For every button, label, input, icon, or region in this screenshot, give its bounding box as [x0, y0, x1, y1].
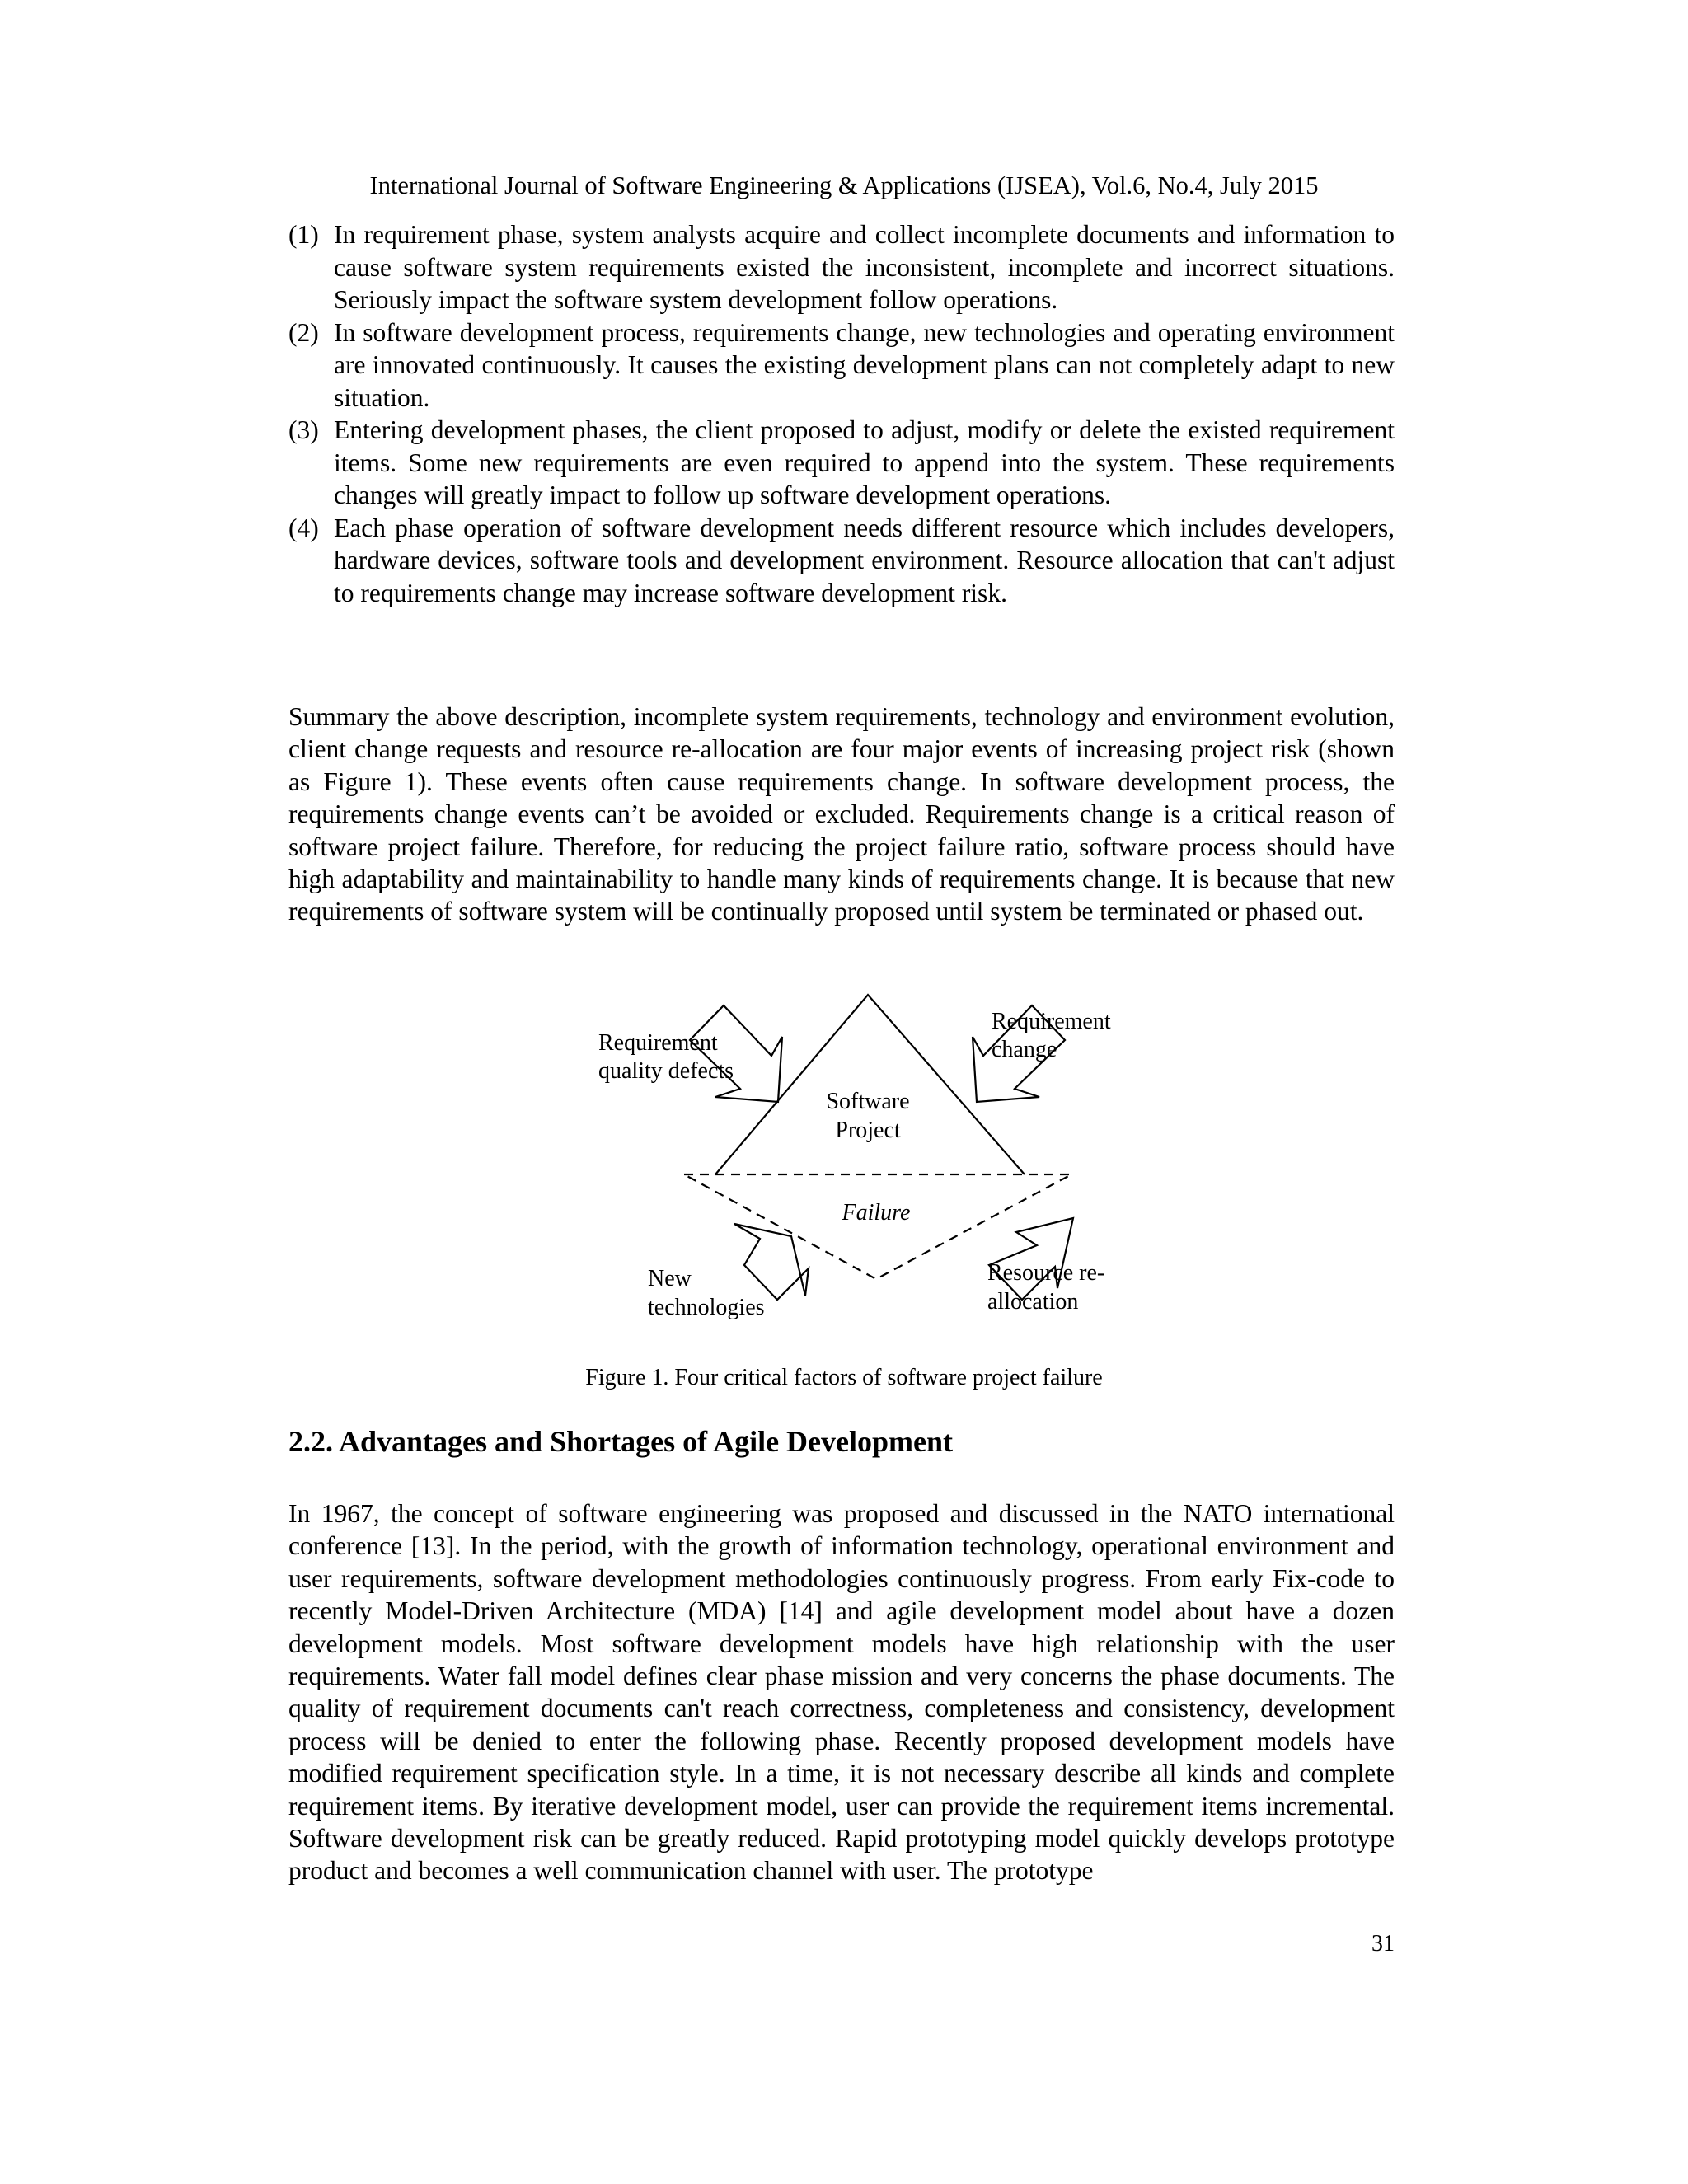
- label-project-line1: Software: [826, 1089, 910, 1114]
- list-item-number: (4): [288, 513, 319, 542]
- list-item-text: In software development process, requirements change, new technologies and operating environment are innovated continuously. It causes the existing development plans can not completely adapt to new situation.: [334, 317, 1395, 412]
- label-resource-line2: allocation: [987, 1289, 1079, 1315]
- section-heading: 2.2. Advantages and Shortages of Agile Development: [288, 1425, 954, 1458]
- label-project-line2: Project: [835, 1118, 901, 1143]
- arrow-resource-reallocation: [989, 1218, 1073, 1300]
- software-project-triangle: [715, 995, 1025, 1174]
- label-resource-line1: Resource re-: [987, 1260, 1105, 1286]
- label-newtech-line2: technologies: [648, 1295, 765, 1320]
- figure-caption: Figure 1. Four critical factors of software project failure: [585, 1365, 1103, 1390]
- body-paragraph: In 1967, the concept of software engineering was proposed and discussed in the NATO international conference [13]. In the period, with the growth of information technology, operational environment and user requirements, software development methodologies continuously progress. From early Fix-code to recently Model-Driven Architecture (MDA) [14] and agile development model about have a dozen development models. Most software development models have high relationship with the user requirements. Water fall model defines clear phase mission and very concerns the phase documents. The quality of requirement documents can't reach correctness, completeness and consistency, development process will be denied to enter the following phase. Recently proposed development models have modified requirement specification style. In a time, it is not necessary describe all kinds and complete requirement items. By iterative development model, user can provide the requirement items incremental. Software development risk can be greatly reduced. Rapid prototyping model quickly develops prototype product and becomes a well communication channel with user. The prototype: [288, 1499, 1395, 1886]
- list-item-number: (3): [288, 415, 319, 444]
- list-item-number: (2): [288, 317, 319, 347]
- label-change-line2: change: [992, 1037, 1057, 1062]
- label-change-line1: Requirement: [992, 1009, 1111, 1034]
- list-item-text: Each phase operation of software development needs different resource which includes developers, hardware devices, software tools and development environment. Resource allocation that can't adjust to requirements change may increase software development risk.: [334, 513, 1395, 607]
- list-item-text: In requirement phase, system analysts acquire and collect incomplete documents and information to cause software system requirements existed the inconsistent, incomplete and incorrect situations. Seriously impact the software system development follow operations.: [334, 220, 1395, 314]
- journal-header: International Journal of Software Engineering & Applications (IJSEA), Vol.6, No.4, July 2015: [369, 171, 1319, 199]
- label-quality-line2: quality defects: [598, 1058, 734, 1084]
- summary-paragraph: Summary the above description, incomplete system requirements, technology and environment evolution, client change requests and resource re-allocation are four major events of increasing project risk (shown as Figure 1). These events often cause requirements change. In software development process, the requirements change events can’t be avoided or excluded. Requirements change is a critical reason of software project failure. Therefore, for reducing the project failure ratio, software process should have high adaptability and maintainability to handle many kinds of requirements change. It is because that new requirements of software system will be continually proposed until system be terminated or phased out.: [288, 702, 1395, 926]
- arrow-new-technologies: [734, 1224, 809, 1300]
- page-number: 31: [1372, 1931, 1395, 1957]
- label-quality-line1: Requirement: [598, 1030, 718, 1056]
- label-newtech-line1: New: [648, 1266, 692, 1291]
- label-failure: Failure: [842, 1200, 911, 1226]
- list-item-text: Entering development phases, the client proposed to adjust, modify or delete the existed requirement items. Some new requirements are even required to append into the system. These requirements changes will greatly impact to follow up software development operations.: [334, 415, 1395, 509]
- list-item-number: (1): [288, 220, 319, 249]
